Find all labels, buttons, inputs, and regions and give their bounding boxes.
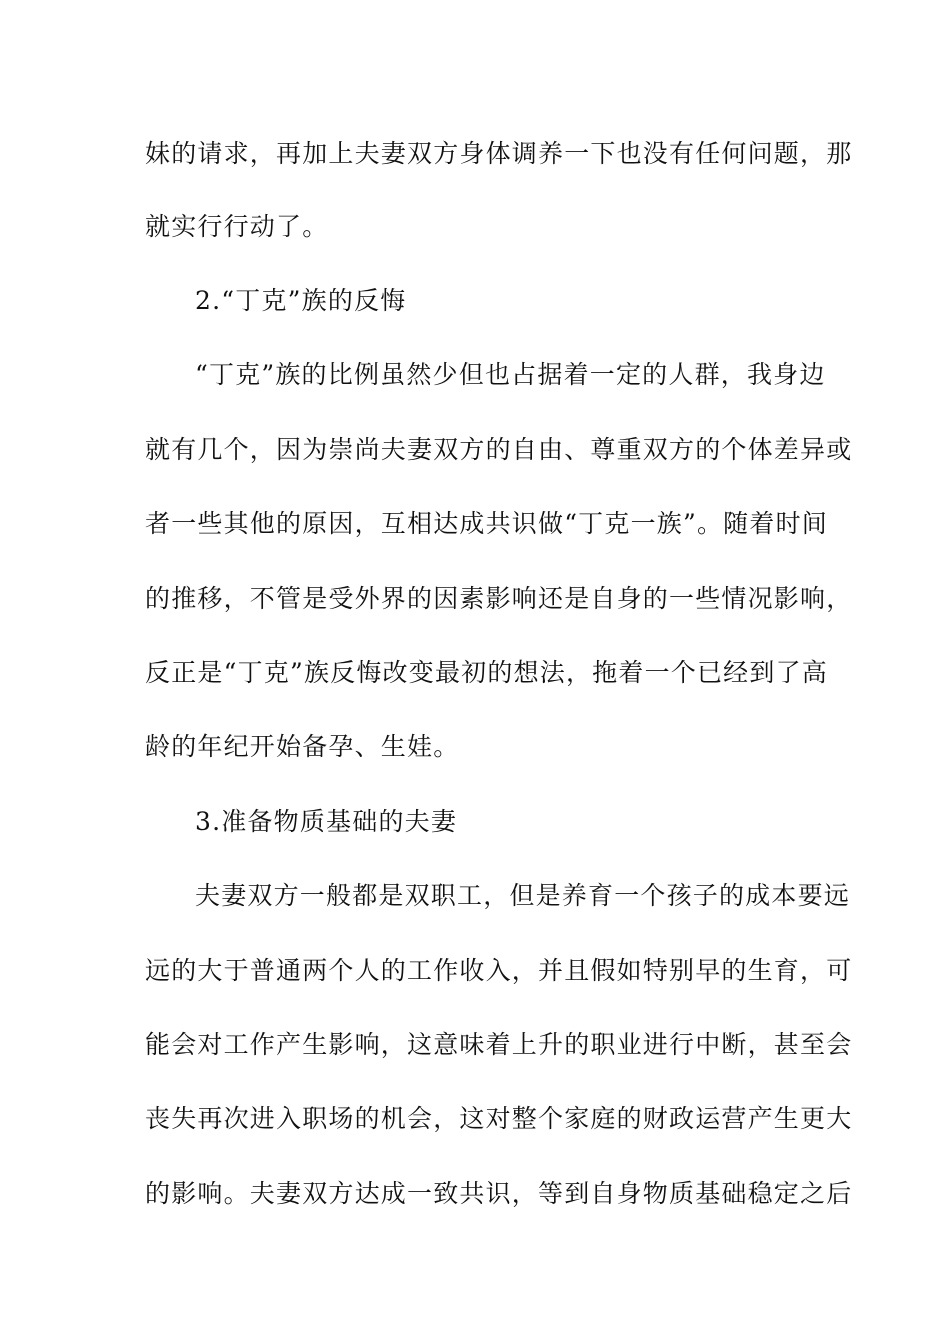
section-heading-3: 3.准备物质基础的夫妻 <box>195 807 458 836</box>
text-line: 丧失再次进入职场的机会，这对整个家庭的财政运营产生更大 <box>145 1104 853 1133</box>
text-line: 夫妻双方一般都是双职工，但是养育一个孩子的成本要远 <box>195 881 851 910</box>
text-line: 反正是“丁克”族反悔改变最初的想法，拖着一个已经到了高 <box>145 658 828 687</box>
text-line: 远的大于普通两个人的工作收入，并且假如特别早的生育，可 <box>145 956 853 985</box>
text-line: 龄的年纪开始备孕、生娃。 <box>145 732 460 761</box>
text-line: 就实行行动了。 <box>145 212 329 241</box>
text-line: 的推移，不管是受外界的因素影响还是自身的一些情况影响， <box>145 584 853 613</box>
section-heading-2: 2.“丁克”族的反悔 <box>195 286 407 315</box>
text-line: 就有几个，因为崇尚夫妻双方的自由、尊重双方的个体差异或 <box>145 435 853 464</box>
text-line: “丁克”族的比例虽然少但也占据着一定的人群，我身边 <box>195 360 826 389</box>
text-line: 的影响。夫妻双方达成一致共识，等到自身物质基础稳定之后 <box>145 1179 853 1208</box>
text-line: 妹的请求，再加上夫妻双方身体调养一下也没有任何问题，那 <box>145 139 853 168</box>
text-line: 者一些其他的原因，互相达成共识做“丁克一族”。随着时间 <box>145 509 828 538</box>
text-line: 能会对工作产生影响，这意味着上升的职业进行中断，甚至会 <box>145 1030 853 1059</box>
